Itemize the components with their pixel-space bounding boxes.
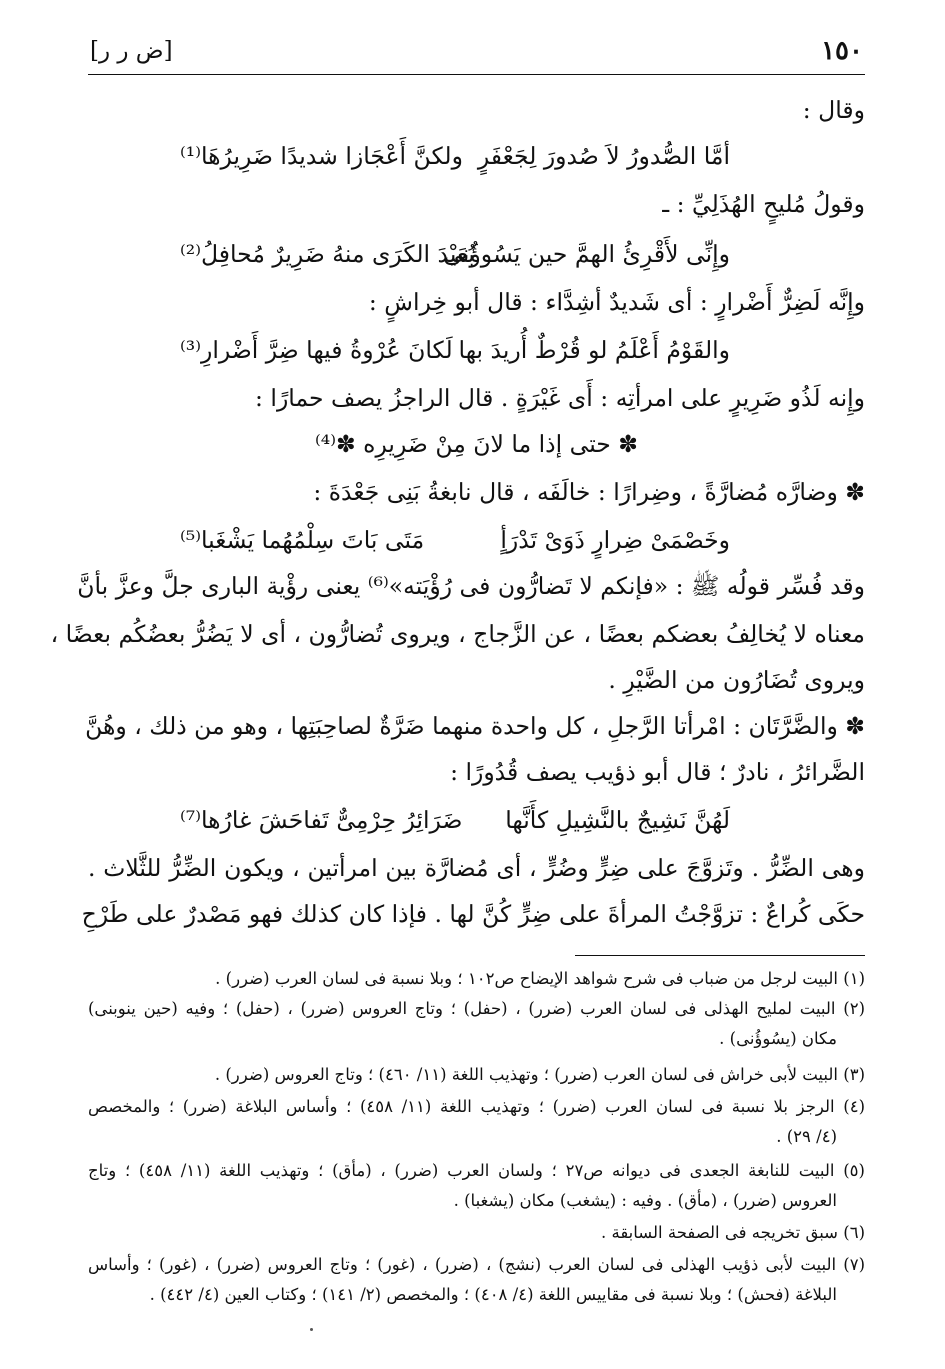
footnote-line: العروس (ضرر) ، (مأق) . وفيه : (يشغب) مكان (يشغبا) .	[453, 1191, 837, 1210]
verse-hemistich: وخَصْمَىْ ضِرارٍ ذَوَىْ تَدْرَأٍ	[500, 526, 730, 554]
text-line: وقد فُسِّر قولُه ﷺ : «فإنكم لا تَضارُّون فى رُؤْيَته»⁽⁶⁾ يعنى رؤْية البارى جلَّ وعزَّ بأنَّ	[77, 572, 865, 600]
text-line: وهى الضِّرُّ . وتَزوَّجَ على ضِرٍّ وضُرٍّ ، أى مُضارَّة بين امرأتين ، ويكون الضِّرُّ للثَّلاث .	[88, 854, 865, 882]
footnote-separator	[575, 955, 865, 956]
verse-hemistich: لَكانَ عُرْوةُ فيها ضِرَّ أَضْرارِ⁽³⁾	[180, 336, 453, 364]
footnote-line: (١) البيت لرجل من ضباب فى شرح شواهد الإيضاح ص١٠٢ ؛ وبلا نسبة فى لسان العرب (ضرر) .	[215, 969, 865, 988]
footnote-line: (٢) البيت لمليح الهذلى فى لسان العرب (ضرر) ، (حفل) ؛ وتاج العروس (ضرر) ، (حفل) ؛ وفيه (حين ينوبنى)	[88, 999, 865, 1018]
page-header	[88, 34, 865, 75]
running-head: [ض ر ر]	[90, 38, 173, 64]
text-line: وقال :	[802, 96, 865, 124]
text-line: ويروى تُضَارُون من الضَّيْرِ .	[608, 666, 865, 694]
verse-hemistich: مَتَى بَاتَ سِلْمُهُما يَشْغَبا⁽⁵⁾	[180, 526, 425, 554]
text-line: وإِنه لَذُو ضَرِيرٍ على امرأتِه : أَى غَيْرَةٍ . قال الراجزُ يصف حمارًا :	[255, 384, 865, 412]
rajaz-verse: ✽ حتى إذا ما لانَ مِنْ ضَرِيرِه ✽⁽⁴⁾	[315, 430, 638, 458]
text-line: ✽ والضَّرَّتَان : امْرأتا الرَّجلِ ، كل واحدة منهما ضَرَّةٌ لصاحِبَتِها ، وهو من ذلك ، وهُنَّ	[85, 712, 865, 740]
verse-hemistich: بُعَيْدَ الكَرَى منهُ ضَرِيرٌ مُحافِلُ⁽²⁾	[180, 240, 475, 268]
verse-hemistich: أمَّا الصُّدورُ لاَ صُدورَ لِجَعْفَرٍ	[477, 142, 730, 170]
footnote-line: (٤/ ٢٩) .	[776, 1127, 837, 1146]
verse-hemistich: ضَرَائِرُ حِرْمِىٌّ تَفاحَشَ غارُها⁽⁷⁾	[180, 806, 463, 834]
text-line: حكَى كُراعٌ : تزوَّجْتُ المرأةَ على ضِرٍّ كُنَّ لها . فإذا كان كذلك فهو مَصْدرٌ على طَرْحِ	[81, 900, 865, 928]
verse-hemistich: ولكنَّ أَعْجَازا شديدًا ضَرِيرُهَا⁽¹⁾	[180, 142, 463, 170]
footnote-line: (٧) البيت لأبى ذؤيب الهذلى فى لسان العرب (نشج) ، (ضرر) ، (غور) ؛ وتاج العروس (ضرر) ، (غور) ؛ وأساس	[88, 1255, 865, 1274]
text-line: وإِنَّه لَضِرٌّ أَضْرارٍ : أى شَديدٌ أشِدَّاء : قال أبو خِراشٍ :	[368, 288, 865, 316]
footnote-line: البلاغة (فحش) ؛ وبلا نسبة فى مقاييس اللغة (٤/ ٤٠٨) ؛ والمخصص (٢/ ١٤١) ؛ وكتاب العين (٤/ ٤٤٢) .	[149, 1285, 837, 1304]
print-speck	[310, 1328, 313, 1331]
text-line: الضَّرائرُ ، نادرٌ ؛ قال أبو ذؤيب يصف قُدُورًا :	[450, 758, 865, 786]
text-line: ✽ وضارَّه مُضارَّةً ، وضِرارًا : خالَفَه ، قال نابغةُ بَنِى جَعْدَةَ :	[313, 478, 865, 506]
footnote-line: مكان (يسُوؤُنى) .	[719, 1029, 837, 1048]
verse-hemistich: وإِنِّى لأَقْرِئُ الهمَّ حين يَسُوؤُنى	[443, 240, 730, 268]
page-number: ١٥٠	[821, 36, 863, 66]
footnote-line: (٤) الرجز بلا نسبة فى لسان العرب (ضرر) ؛ وتهذيب اللغة (١١/ ٤٥٨) ؛ وأساس البلاغة (ضرر) ؛ والمخصص	[88, 1097, 865, 1116]
footnote-line: (٥) البيت للنابغة الجعدى فى ديوانه ص٢٧ ؛ ولسان العرب (ضرر) ، (مأق) ؛ وتهذيب اللغة (١١/ ٤٥٨) ؛ وتاج	[88, 1161, 865, 1180]
footnote-line: (٦) سبق تخريجه فى الصفحة السابقة .	[600, 1223, 865, 1242]
text-line: وقولُ مُليحٍ الهُذَلِيِّ : ـ	[662, 190, 865, 218]
verse-hemistich: والقَوْمُ أَعْلَمُ لو قُرْطٌ أُريدَ بها	[458, 336, 730, 364]
footnote-line: (٣) البيت لأبى خراش فى لسان العرب (ضرر) ؛ وتهذيب اللغة (١١/ ٤٦٠) ؛ وتاج العروس (ضرر) .	[214, 1065, 865, 1084]
text-line: معناه لا يُخالِفُ بعضكم بعضًا ، عن الزَّجاج ، ويروى تُضارُّون ، أى لا يَضُرُّ بعضُكُم بعضًا ،	[50, 620, 865, 648]
verse-hemistich: لَهُنَّ نَشِيجٌ بالنَّشِيلِ كأَنَّها	[505, 806, 730, 834]
